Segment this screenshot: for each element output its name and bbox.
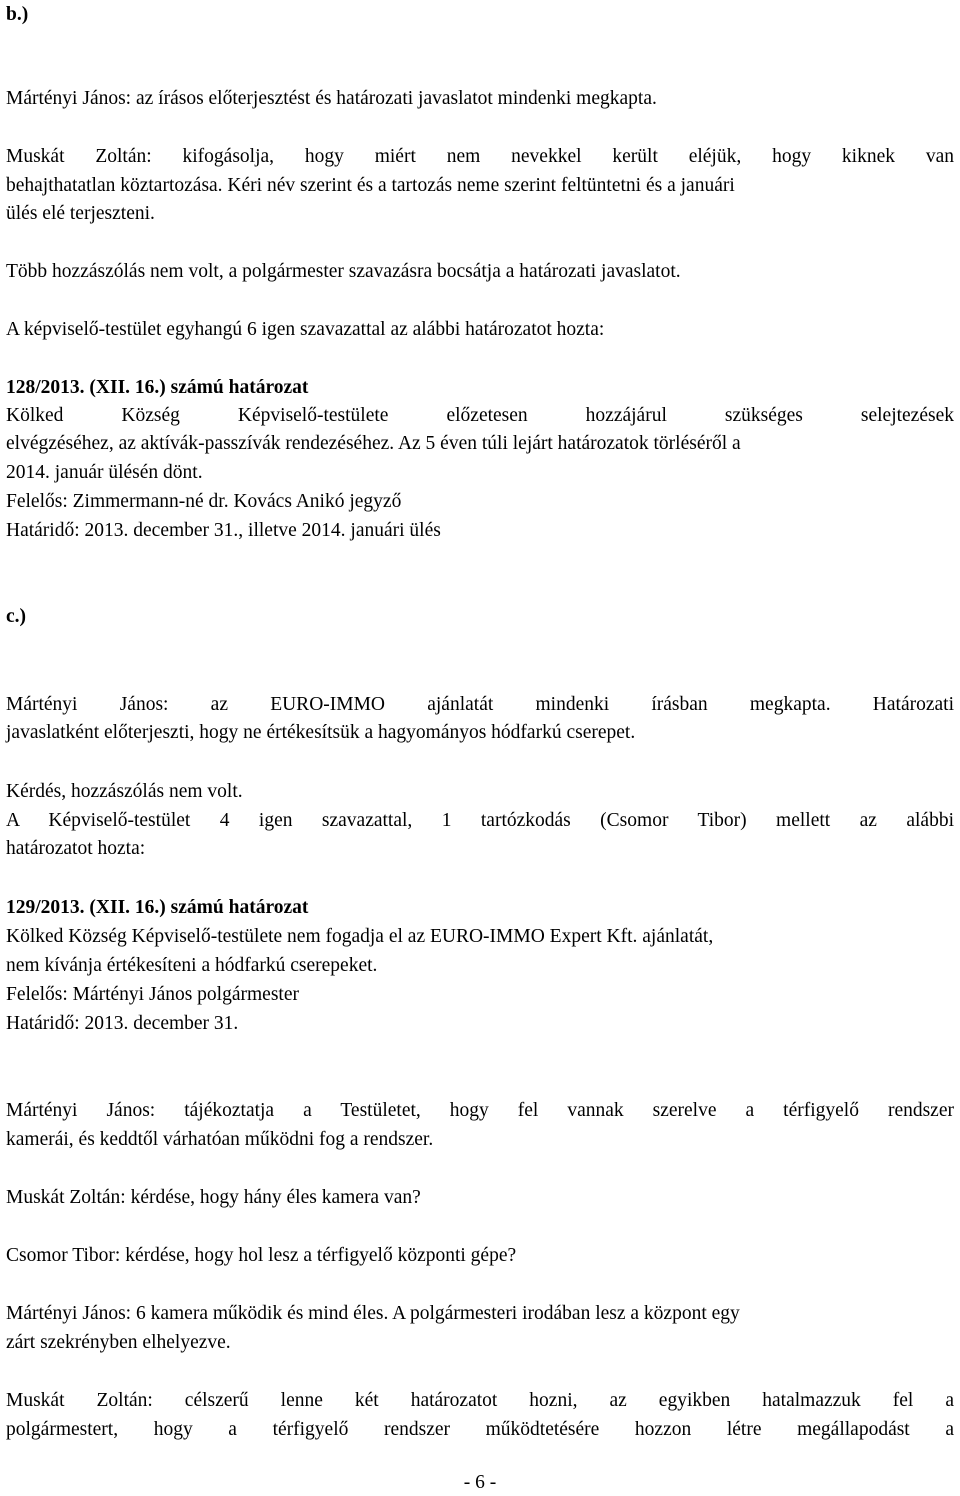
resolution-heading: 128/2013. (XII. 16.) számú határozat — [6, 377, 309, 398]
paragraph-line: A Képviselő-testület 4 igen szavazattal, 1 tartózkodás (Csomor Tibor) mellett az alábbi — [6, 810, 954, 831]
paragraph-line: Muskát Zoltán: célszerű lenne két határozatot hozni, az egyikben hatalmazzuk fel a — [6, 1390, 954, 1411]
paragraph-line: ülés elé terjeszteni. — [6, 203, 155, 224]
paragraph-line: javaslatként előterjeszti, hogy ne értékesítsük a hagyományos hódfarkú cserepet. — [6, 722, 636, 743]
paragraph-line: határozatot hozta: — [6, 838, 146, 859]
paragraph-line: behajthatatlan köztartozása. Kéri név szerint és a tartozás neme szerint feltüntetni és a januári — [6, 175, 735, 196]
paragraph-line: Mártényi János: tájékoztatja a Testületet, hogy fel vannak szerelve a térfigyelő rendszer — [6, 1100, 954, 1121]
paragraph-line: kamerái, és keddtől várhatóan működni fog a rendszer. — [6, 1129, 434, 1150]
paragraph-line: A képviselő-testület egyhangú 6 igen szavazattal az alábbi határozatot hozta: — [6, 319, 605, 340]
resolution-line: nem kívánja értékesíteni a hódfarkú cserepeket. — [6, 955, 378, 976]
deadline-line: Határidő: 2013. december 31., illetve 2014. januári ülés — [6, 520, 441, 541]
section-heading-b: b.) — [6, 4, 29, 25]
paragraph-line: Muskát Zoltán: kérdése, hogy hány éles kamera van? — [6, 1187, 421, 1208]
resolution-line: elvégzéséhez, az aktívák-passzívák rendezéséhez. Az 5 éven túli lejárt határozatok törléséről a — [6, 433, 741, 454]
resolution-line: Kölked Község Képviselő-testülete előzetesen hozzájárul szükséges selejtezések — [6, 405, 954, 426]
paragraph-line: Mártényi János: az írásos előterjesztést és határozati javaslatot mindenki megkapta. — [6, 88, 657, 109]
paragraph-line: Mártényi János: az EURO-IMMO ajánlatát mindenki írásban megkapta. Határozati — [6, 694, 954, 715]
responsible-line: Felelős: Mártényi János polgármester — [6, 984, 299, 1005]
paragraph-line: Több hozzászólás nem volt, a polgármester szavazásra bocsátja a határozati javaslatot. — [6, 261, 681, 282]
resolution-heading: 129/2013. (XII. 16.) számú határozat — [6, 897, 309, 918]
resolution-line: 2014. január ülésén dönt. — [6, 462, 203, 483]
resolution-line: Kölked Község Képviselő-testülete nem fogadja el az EURO-IMMO Expert Kft. ajánlatát, — [6, 926, 714, 947]
paragraph-line: Mártényi János: 6 kamera működik és mind éles. A polgármesteri irodában lesz a központ egy — [6, 1303, 740, 1324]
deadline-line: Határidő: 2013. december 31. — [6, 1013, 239, 1034]
page-number: - 6 - — [463, 1472, 497, 1493]
paragraph-line: polgármestert, hogy a térfigyelő rendszer működtetésére hozzon létre megállapodást a — [6, 1419, 954, 1440]
paragraph-line: Kérdés, hozzászólás nem volt. — [6, 781, 243, 802]
responsible-line: Felelős: Zimmermann-né dr. Kovács Anikó jegyző — [6, 491, 402, 512]
section-heading-c: c.) — [6, 606, 27, 627]
paragraph-line: zárt szekrényben elhelyezve. — [6, 1332, 231, 1353]
paragraph-line: Muskát Zoltán: kifogásolja, hogy miért nem nevekkel került eléjük, hogy kiknek van — [6, 146, 954, 167]
paragraph-line: Csomor Tibor: kérdése, hogy hol lesz a térfigyelő központi gépe? — [6, 1245, 517, 1266]
